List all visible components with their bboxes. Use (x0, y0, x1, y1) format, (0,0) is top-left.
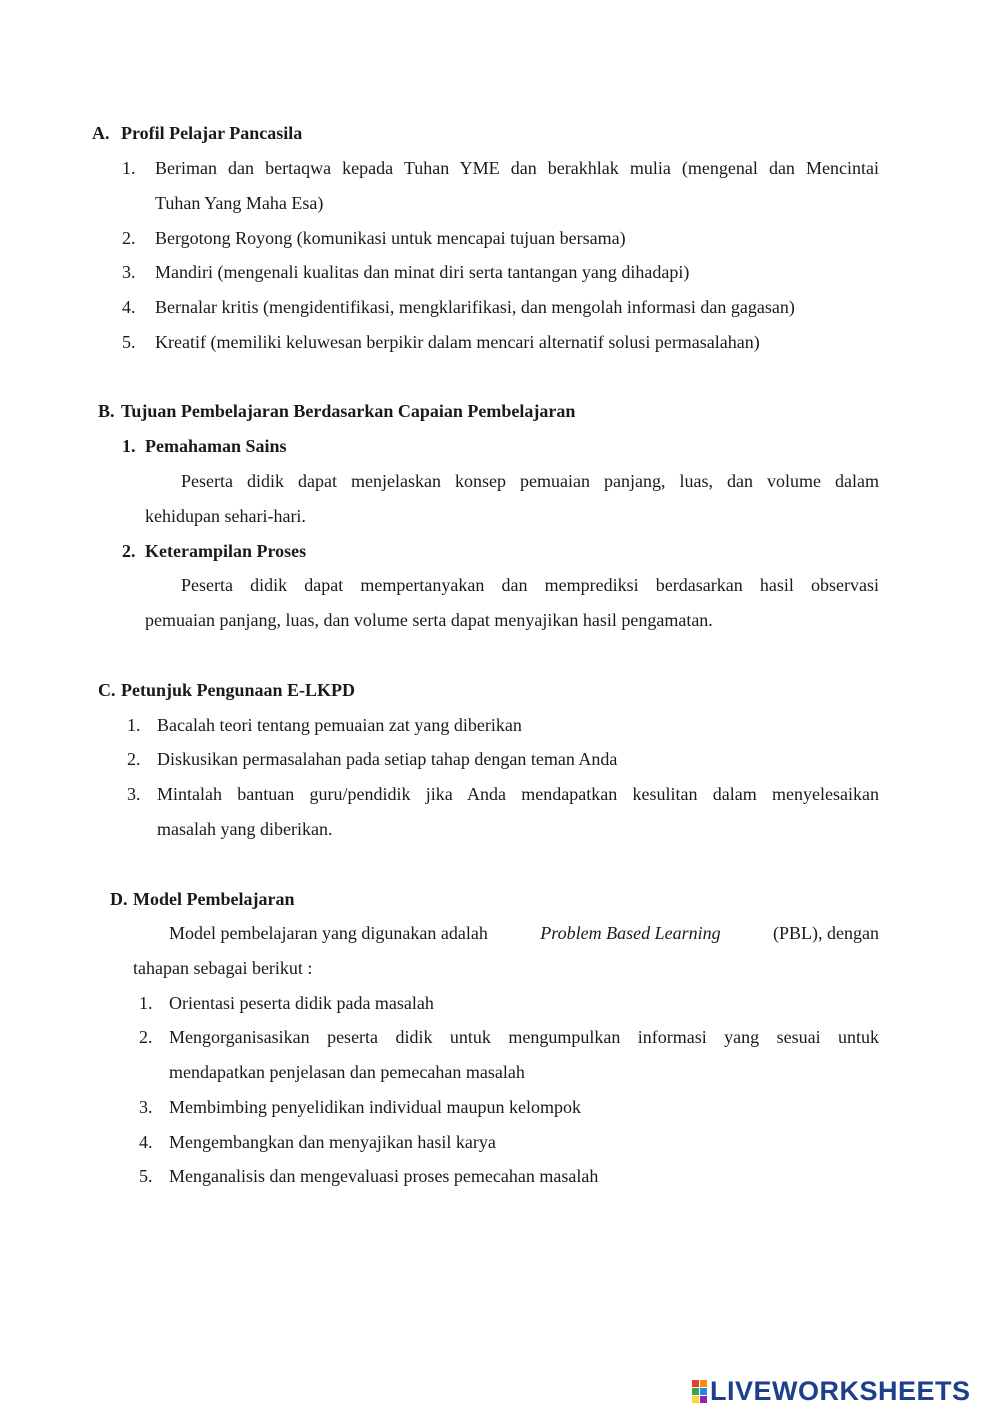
paragraph: Peserta didik dapat menjelaskan konsep pemuaian panjang, luas, dan volume dalam (181, 471, 879, 491)
list-item: Mintalah bantuan guru/pendidik jika Anda mendapatkan kesulitan dalam menyelesaikan (157, 784, 879, 804)
section-a-letter: A. (92, 123, 110, 143)
section-b-letter: B. (98, 401, 115, 421)
list-number: 1. (139, 993, 153, 1013)
list-item: Mandiri (mengenali kualitas dan minat diri serta tantangan yang dihadapi) (155, 262, 690, 282)
list-number: 2. (139, 1027, 153, 1047)
section-c-title: Petunjuk Pengunaan E-LKPD (121, 680, 356, 700)
list-item: Menganalisis dan mengevaluasi proses pemecahan masalah (169, 1166, 599, 1186)
list-number: 2. (127, 749, 141, 769)
list-number: 3. (139, 1097, 153, 1117)
paragraph-continuation: pemuaian panjang, luas, dan volume serta dapat menyajikan hasil pengamatan. (145, 610, 713, 630)
list-number: 2. (122, 228, 136, 248)
intro-paragraph-continuation: tahapan sebagai berikut : (133, 958, 313, 978)
list-item: Bacalah teori tentang pemuaian zat yang diberikan (157, 715, 522, 735)
list-item-continuation: Tuhan Yang Maha Esa) (155, 193, 324, 213)
intro-text-italic: Problem Based Learning (540, 923, 721, 943)
subsection-title: Keterampilan Proses (145, 541, 307, 561)
section-c-letter: C. (98, 680, 116, 700)
section-d-title: Model Pembelajaran (133, 889, 295, 909)
subsection-title: Pemahaman Sains (145, 436, 287, 456)
section-b-title: Tujuan Pembelajaran Berdasarkan Capaian Pembelajaran (121, 401, 576, 421)
list-item: Beriman dan bertaqwa kepada Tuhan YME dan berakhlak mulia (mengenal dan Mencintai (155, 158, 879, 178)
logo-grid-cell (700, 1380, 707, 1387)
list-item: Mengembangkan dan menyajikan hasil karya (169, 1132, 496, 1152)
logo-grid-cell (692, 1388, 699, 1395)
logo-text: LIVEWORKSHEETS (710, 1376, 971, 1406)
logo-grid-icon (692, 1380, 707, 1403)
list-item: Membimbing penyelidikan individual maupun kelompok (169, 1097, 581, 1117)
logo-grid-cell (692, 1380, 699, 1387)
list-item: Bernalar kritis (mengidentifikasi, mengklarifikasi, dan mengolah informasi dan gagasan) (155, 297, 795, 317)
list-number: 1. (122, 158, 136, 178)
logo-grid-cell (692, 1396, 699, 1403)
list-number: 3. (127, 784, 141, 804)
list-item-continuation: mendapatkan penjelasan dan pemecahan masalah (169, 1062, 525, 1082)
paragraph-continuation: kehidupan sehari-hari. (145, 506, 306, 526)
liveworksheets-logo (692, 1376, 971, 1406)
list-item: Kreatif (memiliki keluwesan berpikir dalam mencari alternatif solusi permasalahan) (155, 332, 760, 352)
list-item: Diskusikan permasalahan pada setiap tahap dengan teman Anda (157, 749, 618, 769)
list-item: Bergotong Royong (komunikasi untuk mencapai tujuan bersama) (155, 228, 626, 248)
list-number: 5. (122, 332, 136, 352)
list-item: Mengorganisasikan peserta didik untuk mengumpulkan informasi yang sesuai untuk (169, 1027, 879, 1047)
section-a-title: Profil Pelajar Pancasila (121, 123, 303, 143)
intro-paragraph (169, 922, 879, 944)
logo-grid-cell (700, 1388, 707, 1395)
subsection-number: 1. (122, 436, 136, 456)
list-number: 4. (139, 1132, 153, 1152)
intro-text-pre: Model pembelajaran yang digunakan adalah (169, 923, 488, 943)
list-item-continuation: masalah yang diberikan. (157, 819, 333, 839)
list-number: 4. (122, 297, 136, 317)
list-number: 3. (122, 262, 136, 282)
list-number: 1. (127, 715, 141, 735)
logo-grid-cell (700, 1396, 707, 1403)
list-number: 5. (139, 1166, 153, 1186)
subsection-number: 2. (122, 541, 136, 561)
section-d-letter: D. (110, 889, 128, 909)
intro-text-post: (PBL), dengan (773, 923, 879, 943)
paragraph: Peserta didik dapat mempertanyakan dan memprediksi berdasarkan hasil observasi (181, 575, 879, 595)
list-item: Orientasi peserta didik pada masalah (169, 993, 434, 1013)
